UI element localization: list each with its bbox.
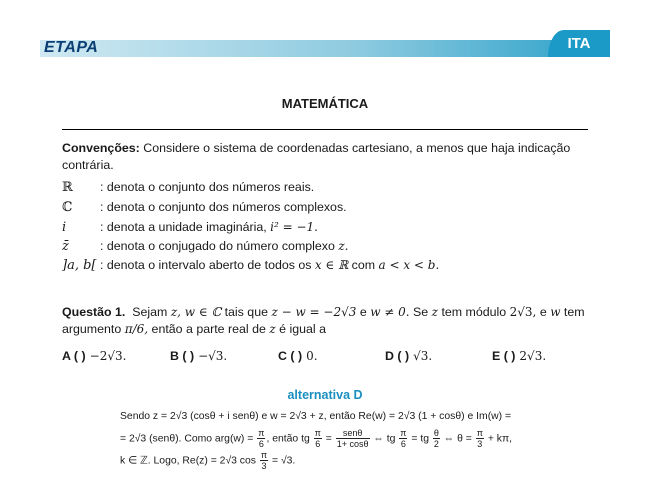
conventions-text: Considere o sistema de coordenadas cartesiano, a menos que haja indicação contrária.	[62, 141, 571, 172]
option-c[interactable]	[278, 349, 318, 363]
fraction-num: senθ	[336, 428, 370, 439]
question-part: e	[539, 305, 547, 319]
fraction-den: 6	[315, 439, 321, 449]
option-d[interactable]	[385, 349, 432, 363]
exam-label: ITA	[567, 35, 591, 52]
option-e[interactable]	[492, 349, 546, 363]
fraction-num: π	[314, 428, 321, 438]
question-part: tem módulo	[441, 305, 507, 319]
fraction	[314, 428, 322, 449]
symbol: ℝ	[62, 180, 73, 195]
symbol-desc: : denota o conjugado do número complexo	[100, 239, 339, 253]
math-inline: w ≠ 0.	[370, 305, 410, 319]
option-value: 2√3.	[519, 349, 547, 363]
math-inline: z	[431, 305, 438, 319]
question-part: então a parte real de	[151, 322, 266, 336]
option-letter: B ( )	[170, 349, 195, 363]
brand-logo: ETAPA	[44, 39, 99, 56]
fraction-num: π	[260, 450, 268, 461]
divider	[62, 129, 588, 130]
symbol-desc: com	[348, 258, 379, 272]
math-inline: π/6,	[124, 322, 149, 336]
symbol-row	[62, 239, 348, 257]
solution-part: ⇔ tg	[373, 433, 396, 445]
question-part: é igual a	[279, 322, 326, 336]
conventions-paragraph	[62, 140, 588, 174]
fraction	[433, 428, 440, 449]
math-inline: x ∈ ℝ	[314, 258, 349, 272]
question-part: Sejam	[132, 305, 168, 319]
conventions-label: Convenções:	[62, 141, 140, 155]
question-text	[62, 304, 588, 338]
option-letter: D ( )	[385, 349, 410, 363]
question-part: Se	[413, 305, 429, 319]
question-label: Questão 1.	[62, 305, 126, 319]
option-letter: C ( )	[278, 349, 303, 363]
fraction-num: π	[258, 428, 265, 438]
option-a[interactable]	[62, 349, 126, 363]
option-letter: E ( )	[492, 349, 516, 363]
math-inline: w	[550, 305, 561, 319]
header-band	[40, 40, 610, 57]
fraction-num: π	[400, 428, 407, 438]
fraction-den: 3	[477, 439, 483, 449]
symbol-row	[62, 220, 318, 238]
symbol-desc: : denota a unidade imaginária,	[100, 220, 271, 234]
solution-line-3	[120, 450, 540, 472]
question-part: tem argumento	[62, 305, 585, 336]
solution-part: =	[325, 433, 332, 445]
symbol-desc: : denota o intervalo aberto de todos os	[100, 258, 315, 272]
solution-part: , então tg	[266, 433, 310, 445]
fraction-num: θ	[433, 428, 439, 438]
fraction	[260, 450, 268, 471]
question-part: tais que	[224, 305, 268, 319]
fraction-den: 6	[400, 439, 406, 449]
fraction-den: 6	[258, 439, 264, 449]
symbol: z̄	[62, 239, 69, 254]
option-value: √3.	[413, 349, 433, 363]
symbol: i	[62, 220, 67, 235]
symbol-row	[62, 258, 439, 276]
fraction	[476, 428, 484, 449]
fraction-den: 3	[261, 461, 267, 472]
symbol-desc: : denota o conjunto dos números reais.	[100, 180, 315, 194]
solution-text	[120, 406, 540, 473]
symbol-desc: : denota o conjunto dos números complexos.	[100, 200, 347, 214]
solution-part: + kπ,	[487, 433, 513, 445]
fraction	[336, 428, 370, 449]
answer-label: alternativa D	[287, 388, 363, 402]
symbol-row	[62, 200, 347, 218]
math-inline: z	[269, 322, 276, 336]
solution-part: = 2√3 (senθ). Como arg(w) =	[120, 433, 254, 445]
option-b[interactable]	[170, 349, 227, 363]
math-inline: z.	[338, 239, 349, 253]
option-letter: A ( )	[62, 349, 86, 363]
solution-line-2	[120, 428, 540, 450]
solution-part: = √3.	[271, 455, 296, 467]
solution-line-1: Sendo z = 2√3 (cosθ + i senθ) e w = 2√3 + z, então Re(w) = 2√3 (1 + cosθ) e Im(w) =	[120, 411, 512, 422]
fraction	[399, 428, 407, 449]
solution-part: = tg	[411, 433, 429, 445]
fraction-den: 2	[433, 439, 439, 449]
math-inline: a < x < b.	[378, 258, 440, 272]
option-value: −2√3.	[89, 349, 127, 363]
math-inline: z − w = −2√3	[271, 305, 357, 319]
fraction-den: 1+ cosθ	[336, 439, 369, 449]
question-part: e	[359, 305, 367, 319]
option-value: −√3.	[198, 349, 228, 363]
fraction	[257, 428, 265, 449]
solution-part: k ∈ ℤ. Logo, Re(z) = 2√3 cos	[120, 455, 256, 467]
symbol: ]a, b[	[62, 258, 97, 273]
fraction-num: π	[476, 428, 483, 438]
math-inline: 2√3,	[509, 305, 537, 319]
math-inline: i² = −1.	[270, 220, 318, 234]
subject-title: MATEMÁTICA	[281, 96, 369, 111]
option-value: 0.	[306, 349, 318, 363]
symbol: ℂ	[62, 200, 73, 215]
math-inline: z, w ∈ ℂ	[170, 305, 222, 319]
solution-part: ⇔ θ =	[443, 433, 472, 445]
symbol-row	[62, 180, 314, 198]
